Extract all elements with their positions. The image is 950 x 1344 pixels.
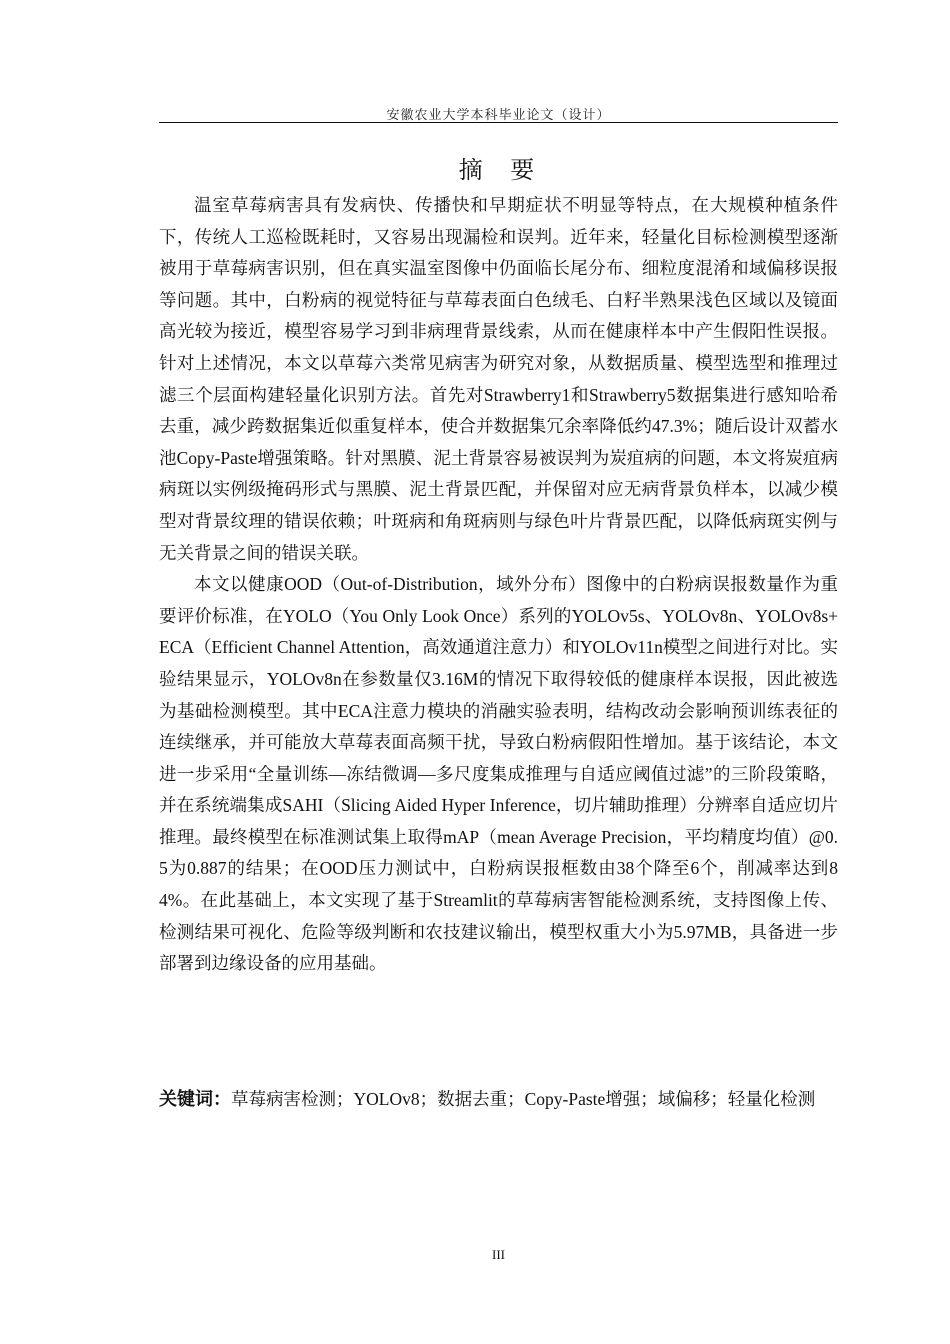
keywords-label: 关键词： xyxy=(159,1089,231,1110)
header-divider xyxy=(159,122,838,123)
running-header: 安徽农业大学本科毕业论文（设计） xyxy=(386,107,611,122)
page-number: III xyxy=(492,1247,505,1262)
keywords-text: 草莓病害检测；YOLOv8；数据去重；Copy-Paste增强；域偏移；轻量化检测 xyxy=(231,1089,816,1109)
abstract-paragraph-1: 温室草莓病害具有发病快、传播快和早期症状不明显等特点，在大规模种植条件下，传统人工巡检既耗时，又容易出现漏检和误判。近年来，轻量化目标检测模型逐渐被用于草莓病害识别，但在真实温室图像中仍面临长尾分布、细粒度混淆和域偏移误报等问题。其中，白粉病的视觉特征与草莓表面白色绒毛、白籽半熟果浅色区域以及镜面高光较为接近，模型容易学习到非病理背景线索，从而在健康样本中产生假阳性误报。针对上述情况，本文以草莓六类常见病害为研究对象，从数据质量、模型选型和推理过滤三个层面构建轻量化识别方法。首先对Strawberry1和Strawberry5数据集进行感知哈希去重，减少跨数据集近似重复样本，使合并数据集冗余率降低约47.3%；随后设计双蓄水池Copy-Paste增强策略。针对黑膜、泥土背景容易被误判为炭疽病的问题，本文将炭疽病病斑以实例级掩码形式与黑膜、泥土背景匹配，并保留对应无病背景负样本，以减少模型对背景纹理的错误依赖；叶斑病和角斑病则与绿色叶片背景匹配，以降低病斑实例与无关背景之间的错误关联。 xyxy=(159,195,838,563)
abstract-body xyxy=(159,190,838,980)
keywords-section xyxy=(159,1084,838,1116)
abstract-title: 摘 要 xyxy=(458,156,539,185)
abstract-paragraph-2: 本文以健康OOD（Out-of-Distribution，域外分布）图像中的白粉病误报数量作为重要评价标准，在YOLO（You Only Look Once）系列的YOLOv5s、YOLOv8n、YOLOv8s+ECA（Efficient Channel Attention，高效通道注意力）和YOLOv11n模型之间进行对比。实验结果显示，YOLOv8n在参数量仅3.16M的情况下取得较低的健康样本误报，因此被选为基础检测模型。其中ECA注意力模块的消融实验表明，结构改动会影响预训练表征的连续继承，并可能放大草莓表面高频干扰，导致白粉病假阳性增加。基于该结论，本文进一步采用“全量训练—冻结微调—多尺度集成推理与自适应阈值过滤”的三阶段策略，并在系统端集成SAHI（Slicing Aided Hyper Inference，切片辅助推理）分辨率自适应切片推理。最终模型在标准测试集上取得mAP（mean Average Precision，平均精度均值）@0.5为0.887的结果；在OOD压力测试中，白粉病误报框数由38个降至6个，削减率达到84%。在此基础上，本文实现了基于Streamlit的草莓病害智能检测系统，支持图像上传、检测结果可视化、危险等级判断和农技建议输出，模型权重大小为5.97MB，具备进一步部署到边缘设备的应用基础。 xyxy=(159,574,838,974)
